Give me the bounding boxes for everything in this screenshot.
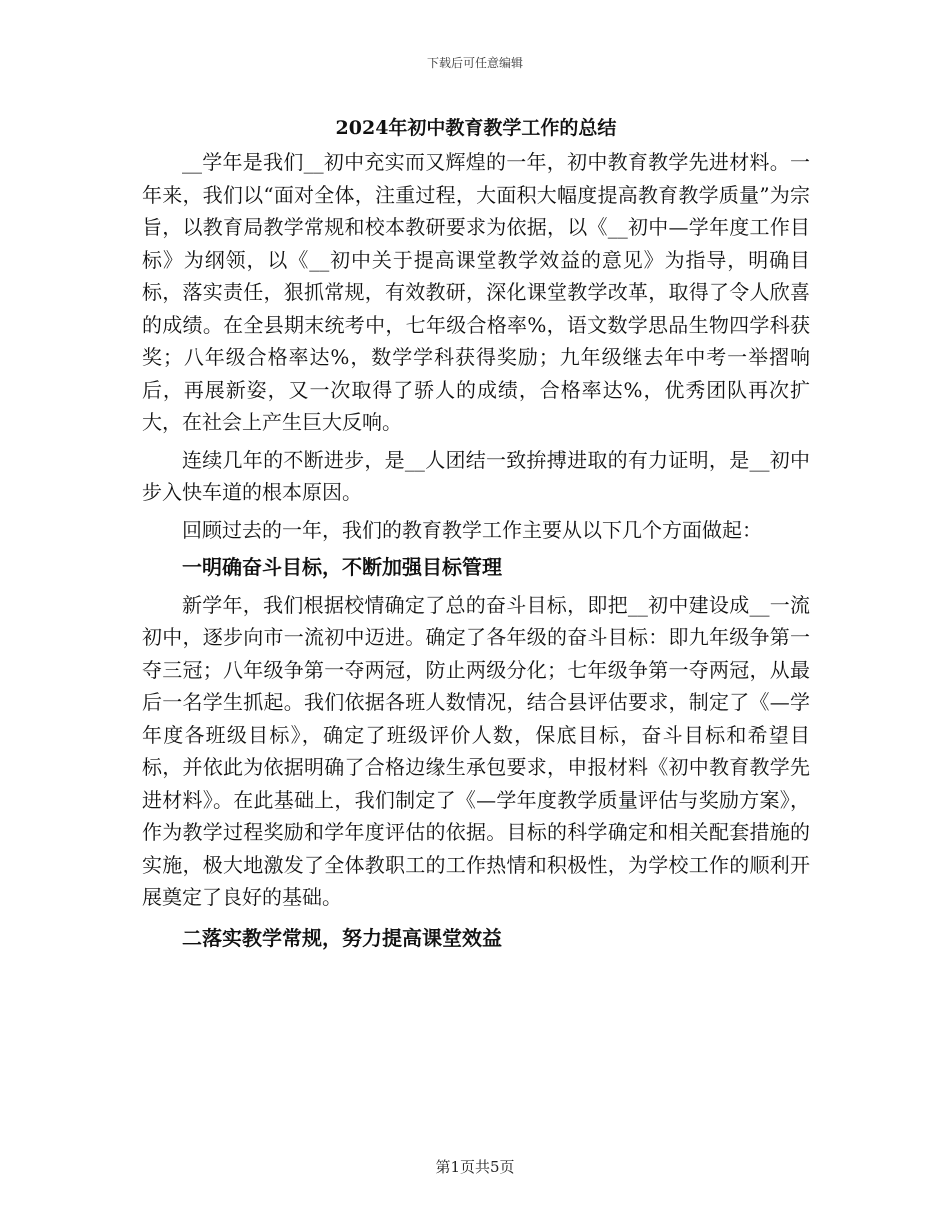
intro-paragraph: __学年是我们__初中充实而又辉煌的一年，初中教育教学先进材料。一年来，我们以“面对全体，注重过程，大面积大幅度提高教育教学质量”为宗旨，以教育局教学常规和校本教研要求为依据，以《__初中—学年度工作目标》为纲领，以《__初中关于提高课堂教学效益的意见》为指导，明确目标，落实责任，狠抓常规，有效教研，深化课堂教学改革，取得了令人欣喜的成绩。在全县期末统考中，七年级合格率%，语文数学思品生物四学科获奖；八年级合格率达%，数学学科获得奖励；九年级继去年中考一举摺响后，再展新姿，又一次取得了骄人的成绩，合格率达%，优秀团队再次扩大，在社会上产生巨大反响。 (142, 150, 810, 434)
page-number: 第1页共5页 (435, 1158, 515, 1176)
section-heading-2: 二落实教学常规，努力提高课堂效益 (182, 925, 502, 950)
document-body (142, 112, 810, 959)
review-paragraph: 回顾过去的一年，我们的教育教学工作主要从以下几个方面做起： (182, 517, 762, 542)
header-note: 下载后可任意编辑 (426, 56, 523, 70)
progress-paragraph: 连续几年的不断进步，是__人团结一致拚搏进取的有力证明，是__初中步入快车道的根本原因。 (142, 447, 810, 504)
section-1-paragraph: 新学年，我们根据校情确定了总的奋斗目标，即把__初中建设成__一流初中，逐步向市一流初中迈进。确定了各年级的奋斗目标：即九年级争第一夺三冠；八年级争第一夺两冠，防止两级分化；七年级争第一夺两冠，从最后一名学生抓起。我们依据各班人数情况，结合县评估要求，制定了《—学年度各班级目标》，确定了班级评价人数，保底目标，奋斗目标和希望目标，并依此为依据明确了合格边缘生承包要求，申报材料《初中教育教学先进材料》。在此基础上，我们制定了《—学年度教学质量评估与奖励方案》，作为教学过程奖励和学年度评估的依据。目标的科学确定和相关配套措施的实施，极大地激发了全体教职工的工作热情和积极性，为学校工作的顺利开展奠定了良好的基础。 (142, 592, 810, 909)
document-title: 2024年初中教育教学工作的总结 (335, 117, 617, 139)
section-heading-1: 一明确奋斗目标，不断加强目标管理 (182, 555, 502, 579)
